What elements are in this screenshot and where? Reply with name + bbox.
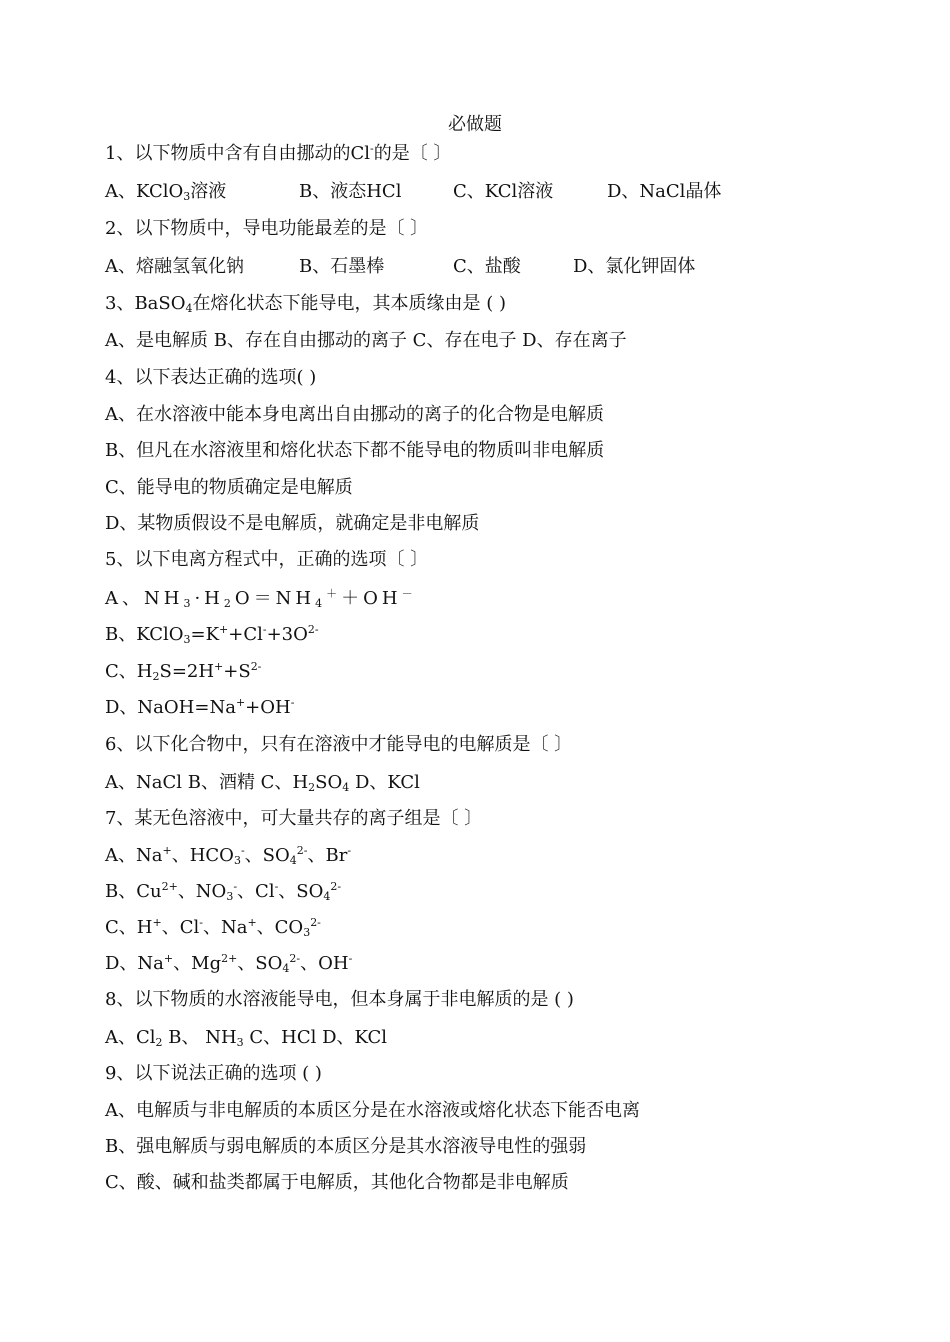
question-2-stem: 2、以下物质中，导电功能最差的是〔 〕 <box>105 218 429 239</box>
question-2-option-d: D、氯化钾固体 <box>573 256 696 277</box>
question-5-option-d: D、NaOH=Na++OH- <box>105 696 295 718</box>
question-1-option-b: B、液态HCl <box>299 181 402 202</box>
question-4-option-b: B、但凡在水溶液里和熔化状态下都不能导电的物质叫非电解质 <box>105 440 605 461</box>
question-7-option-a: A、Na+、$HCO_3^-$、$SO_4^{2-}$、Br- <box>105 844 352 867</box>
question-5-option-c: C、$H_2S=2H^++S^{2-}$ <box>105 660 262 683</box>
question-9-option-b: B、强电解质与弱电解质的本质区分是其水溶液导电性的强弱 <box>105 1136 587 1157</box>
question-7-option-d: D、Na+、$Mg^{2+}$、$SO_4^{2-}$、OH- <box>105 952 353 975</box>
question-6-stem: 6、以下化合物中，只有在溶液中才能导电的电解质是〔 〕 <box>105 734 573 755</box>
question-1-stem: 1、以下物质中含有自由挪动的Cl-的是〔 〕 <box>105 142 452 164</box>
question-1-option-d: D、NaCl晶体 <box>607 181 722 202</box>
question-7-option-b: B、$Cu^{2+}$、$NO_3^-$、Cl-、$SO_4^{2-}$ <box>105 880 342 903</box>
question-4-option-d: D、某物质假设不是电解质，就确定是非电解质 <box>105 513 480 534</box>
page-title: 必做题 <box>448 114 502 135</box>
question-9-option-c: C、酸、碱和盐类都属于电解质，其他化合物都是非电解质 <box>105 1172 569 1193</box>
question-2-option-a: A、熔融氢氧化钠 <box>105 256 244 277</box>
question-2-option-b: B、石墨棒 <box>299 256 385 277</box>
question-9-option-a: A、电解质与非电解质的本质区分是在水溶液或熔化状态下能否电离 <box>105 1100 640 1121</box>
question-4-stem: 4、以下表达正确的选项( ) <box>105 367 317 388</box>
question-7-stem: 7、某无色溶液中，可大量共存的离子组是〔 〕 <box>105 808 483 829</box>
question-3-stem: 3、BaSO$_4$在熔化状态下能导电，其本质缘由是 ( ) <box>105 293 506 315</box>
question-5-stem: 5、以下电离方程式中，正确的选项〔 〕 <box>105 549 429 570</box>
question-4-option-c: C、能导电的物质确定是电解质 <box>105 477 353 498</box>
question-5-option-a: A、$NH_3\cdot H_2O=NH_4^++OH^-$ <box>105 587 417 610</box>
question-5-option-b: B、$KClO_3=K^++Cl^-+3O^{2-}$ <box>105 623 319 646</box>
question-8-stem: 8、以下物质的水溶液能导电，但本身属于非电解质的是 ( ) <box>105 989 574 1010</box>
question-1-option-a: A、KClO$_3$溶液 <box>105 181 227 203</box>
question-9-stem: 9、以下说法正确的选项 ( ) <box>105 1063 322 1084</box>
question-7-option-c: C、H+、Cl-、Na+、$CO_3^{2-}$ <box>105 916 321 939</box>
question-1-option-c: C、KCl溶液 <box>453 181 554 202</box>
question-3-options: A、是电解质 B、存在自由挪动的离子 C、存在电子 D、存在离子 <box>105 330 627 351</box>
question-4-option-a: A、在水溶液中能本身电离出自由挪动的离子的化合物是电解质 <box>105 404 604 425</box>
question-2-option-c: C、盐酸 <box>453 256 521 277</box>
question-6-options: A、NaCl B、酒精 C、$H_2SO_4$ D、KCl <box>105 772 420 794</box>
question-8-options: A、$Cl_2$ B、 $NH_3$ C、HCl D、KCl <box>105 1027 388 1049</box>
